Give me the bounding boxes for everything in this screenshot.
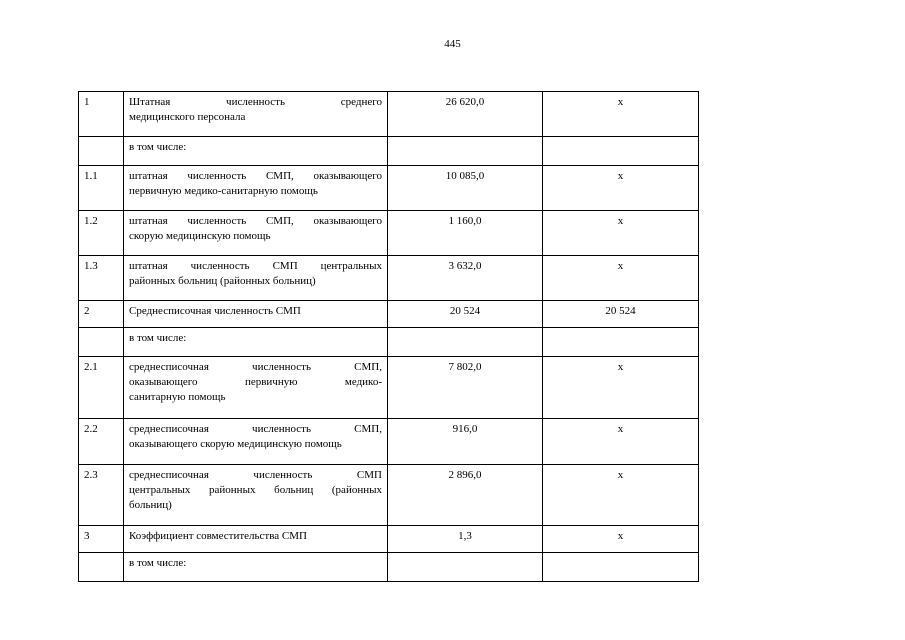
row-number-cell: 2.1 bbox=[79, 357, 124, 419]
indicator-name-cell bbox=[124, 553, 388, 582]
indicator-name-line: первичную медико-санитарную помощь bbox=[129, 185, 318, 197]
statistics-table bbox=[78, 91, 699, 582]
value-cell bbox=[388, 553, 543, 582]
second-value-cell: х bbox=[543, 166, 699, 211]
row-number-cell: 2 bbox=[79, 301, 124, 328]
indicator-name-line: больниц) bbox=[129, 499, 172, 511]
table-row bbox=[79, 526, 699, 553]
indicator-name-line: оказывающего первичную медико- bbox=[129, 376, 382, 388]
indicator-name-line: районных больниц (районных больниц) bbox=[129, 275, 316, 287]
second-value-cell: х bbox=[543, 211, 699, 256]
table-row bbox=[79, 166, 699, 211]
value-cell bbox=[388, 328, 543, 357]
table-row bbox=[79, 211, 699, 256]
indicator-name-line: Штатная численность среднего bbox=[129, 96, 382, 108]
row-number-cell: 1.3 bbox=[79, 256, 124, 301]
second-value-cell bbox=[543, 553, 699, 582]
indicator-name-line: в том числе: bbox=[129, 332, 187, 344]
table-body bbox=[79, 92, 699, 582]
second-value-cell: х bbox=[543, 419, 699, 465]
second-value-cell: х bbox=[543, 526, 699, 553]
indicator-name-line: Коэффициент совместительства СМП bbox=[129, 530, 307, 542]
indicator-name-line: Среднесписочная численность СМП bbox=[129, 305, 301, 317]
second-value-cell bbox=[543, 137, 699, 166]
value-cell: 1,3 bbox=[388, 526, 543, 553]
row-number-cell: 2.3 bbox=[79, 465, 124, 526]
second-value-cell: х bbox=[543, 92, 699, 137]
indicator-name-line: скорую медицинскую помощь bbox=[129, 230, 271, 242]
indicator-name-cell bbox=[124, 419, 388, 465]
second-value-cell: 20 524 bbox=[543, 301, 699, 328]
table-row bbox=[79, 465, 699, 526]
value-cell: 1 160,0 bbox=[388, 211, 543, 256]
indicator-name-line: штатная численность СМП, оказывающего bbox=[129, 215, 382, 227]
row-number-cell: 1.1 bbox=[79, 166, 124, 211]
indicator-name-line: среднесписочная численность СМП, bbox=[129, 423, 382, 435]
second-value-cell: х bbox=[543, 357, 699, 419]
indicator-name-cell bbox=[124, 211, 388, 256]
value-cell: 26 620,0 bbox=[388, 92, 543, 137]
row-number-cell bbox=[79, 137, 124, 166]
second-value-cell: х bbox=[543, 256, 699, 301]
table-row bbox=[79, 328, 699, 357]
indicator-name-cell bbox=[124, 301, 388, 328]
value-cell: 7 802,0 bbox=[388, 357, 543, 419]
indicator-name-line: оказывающего скорую медицинскую помощь bbox=[129, 438, 342, 450]
table-row bbox=[79, 137, 699, 166]
second-value-cell: х bbox=[543, 465, 699, 526]
indicator-name-line: штатная численность СМП центральных bbox=[129, 260, 382, 272]
row-number-cell bbox=[79, 328, 124, 357]
row-number-cell: 1 bbox=[79, 92, 124, 137]
indicator-name-cell bbox=[124, 526, 388, 553]
row-number-cell: 2.2 bbox=[79, 419, 124, 465]
indicator-name-line: в том числе: bbox=[129, 141, 187, 153]
indicator-name-line: среднесписочная численность СМП bbox=[129, 469, 382, 481]
value-cell: 916,0 bbox=[388, 419, 543, 465]
value-cell: 2 896,0 bbox=[388, 465, 543, 526]
row-number-cell bbox=[79, 553, 124, 582]
value-cell: 3 632,0 bbox=[388, 256, 543, 301]
value-cell: 10 085,0 bbox=[388, 166, 543, 211]
value-cell bbox=[388, 137, 543, 166]
table-row bbox=[79, 419, 699, 465]
row-number-cell: 1.2 bbox=[79, 211, 124, 256]
table-row bbox=[79, 301, 699, 328]
indicator-name-cell bbox=[124, 465, 388, 526]
indicator-name-line: медицинского персонала bbox=[129, 111, 246, 123]
indicator-name-cell bbox=[124, 137, 388, 166]
indicator-name-cell bbox=[124, 256, 388, 301]
indicator-name-cell bbox=[124, 92, 388, 137]
indicator-name-line: санитарную помощь bbox=[129, 391, 226, 403]
indicator-name-line: штатная численность СМП, оказывающего bbox=[129, 170, 382, 182]
table-row bbox=[79, 92, 699, 137]
value-cell: 20 524 bbox=[388, 301, 543, 328]
indicator-name-line: в том числе: bbox=[129, 557, 187, 569]
second-value-cell bbox=[543, 328, 699, 357]
indicator-name-cell bbox=[124, 328, 388, 357]
indicator-name-line: среднесписочная численность СМП, bbox=[129, 361, 382, 373]
row-number-cell: 3 bbox=[79, 526, 124, 553]
indicator-name-cell bbox=[124, 166, 388, 211]
indicator-name-line: центральных районных больниц (районных bbox=[129, 484, 382, 496]
table-row bbox=[79, 553, 699, 582]
page-number: 445 bbox=[444, 38, 461, 50]
table-row bbox=[79, 357, 699, 419]
indicator-name-cell bbox=[124, 357, 388, 419]
table-row bbox=[79, 256, 699, 301]
